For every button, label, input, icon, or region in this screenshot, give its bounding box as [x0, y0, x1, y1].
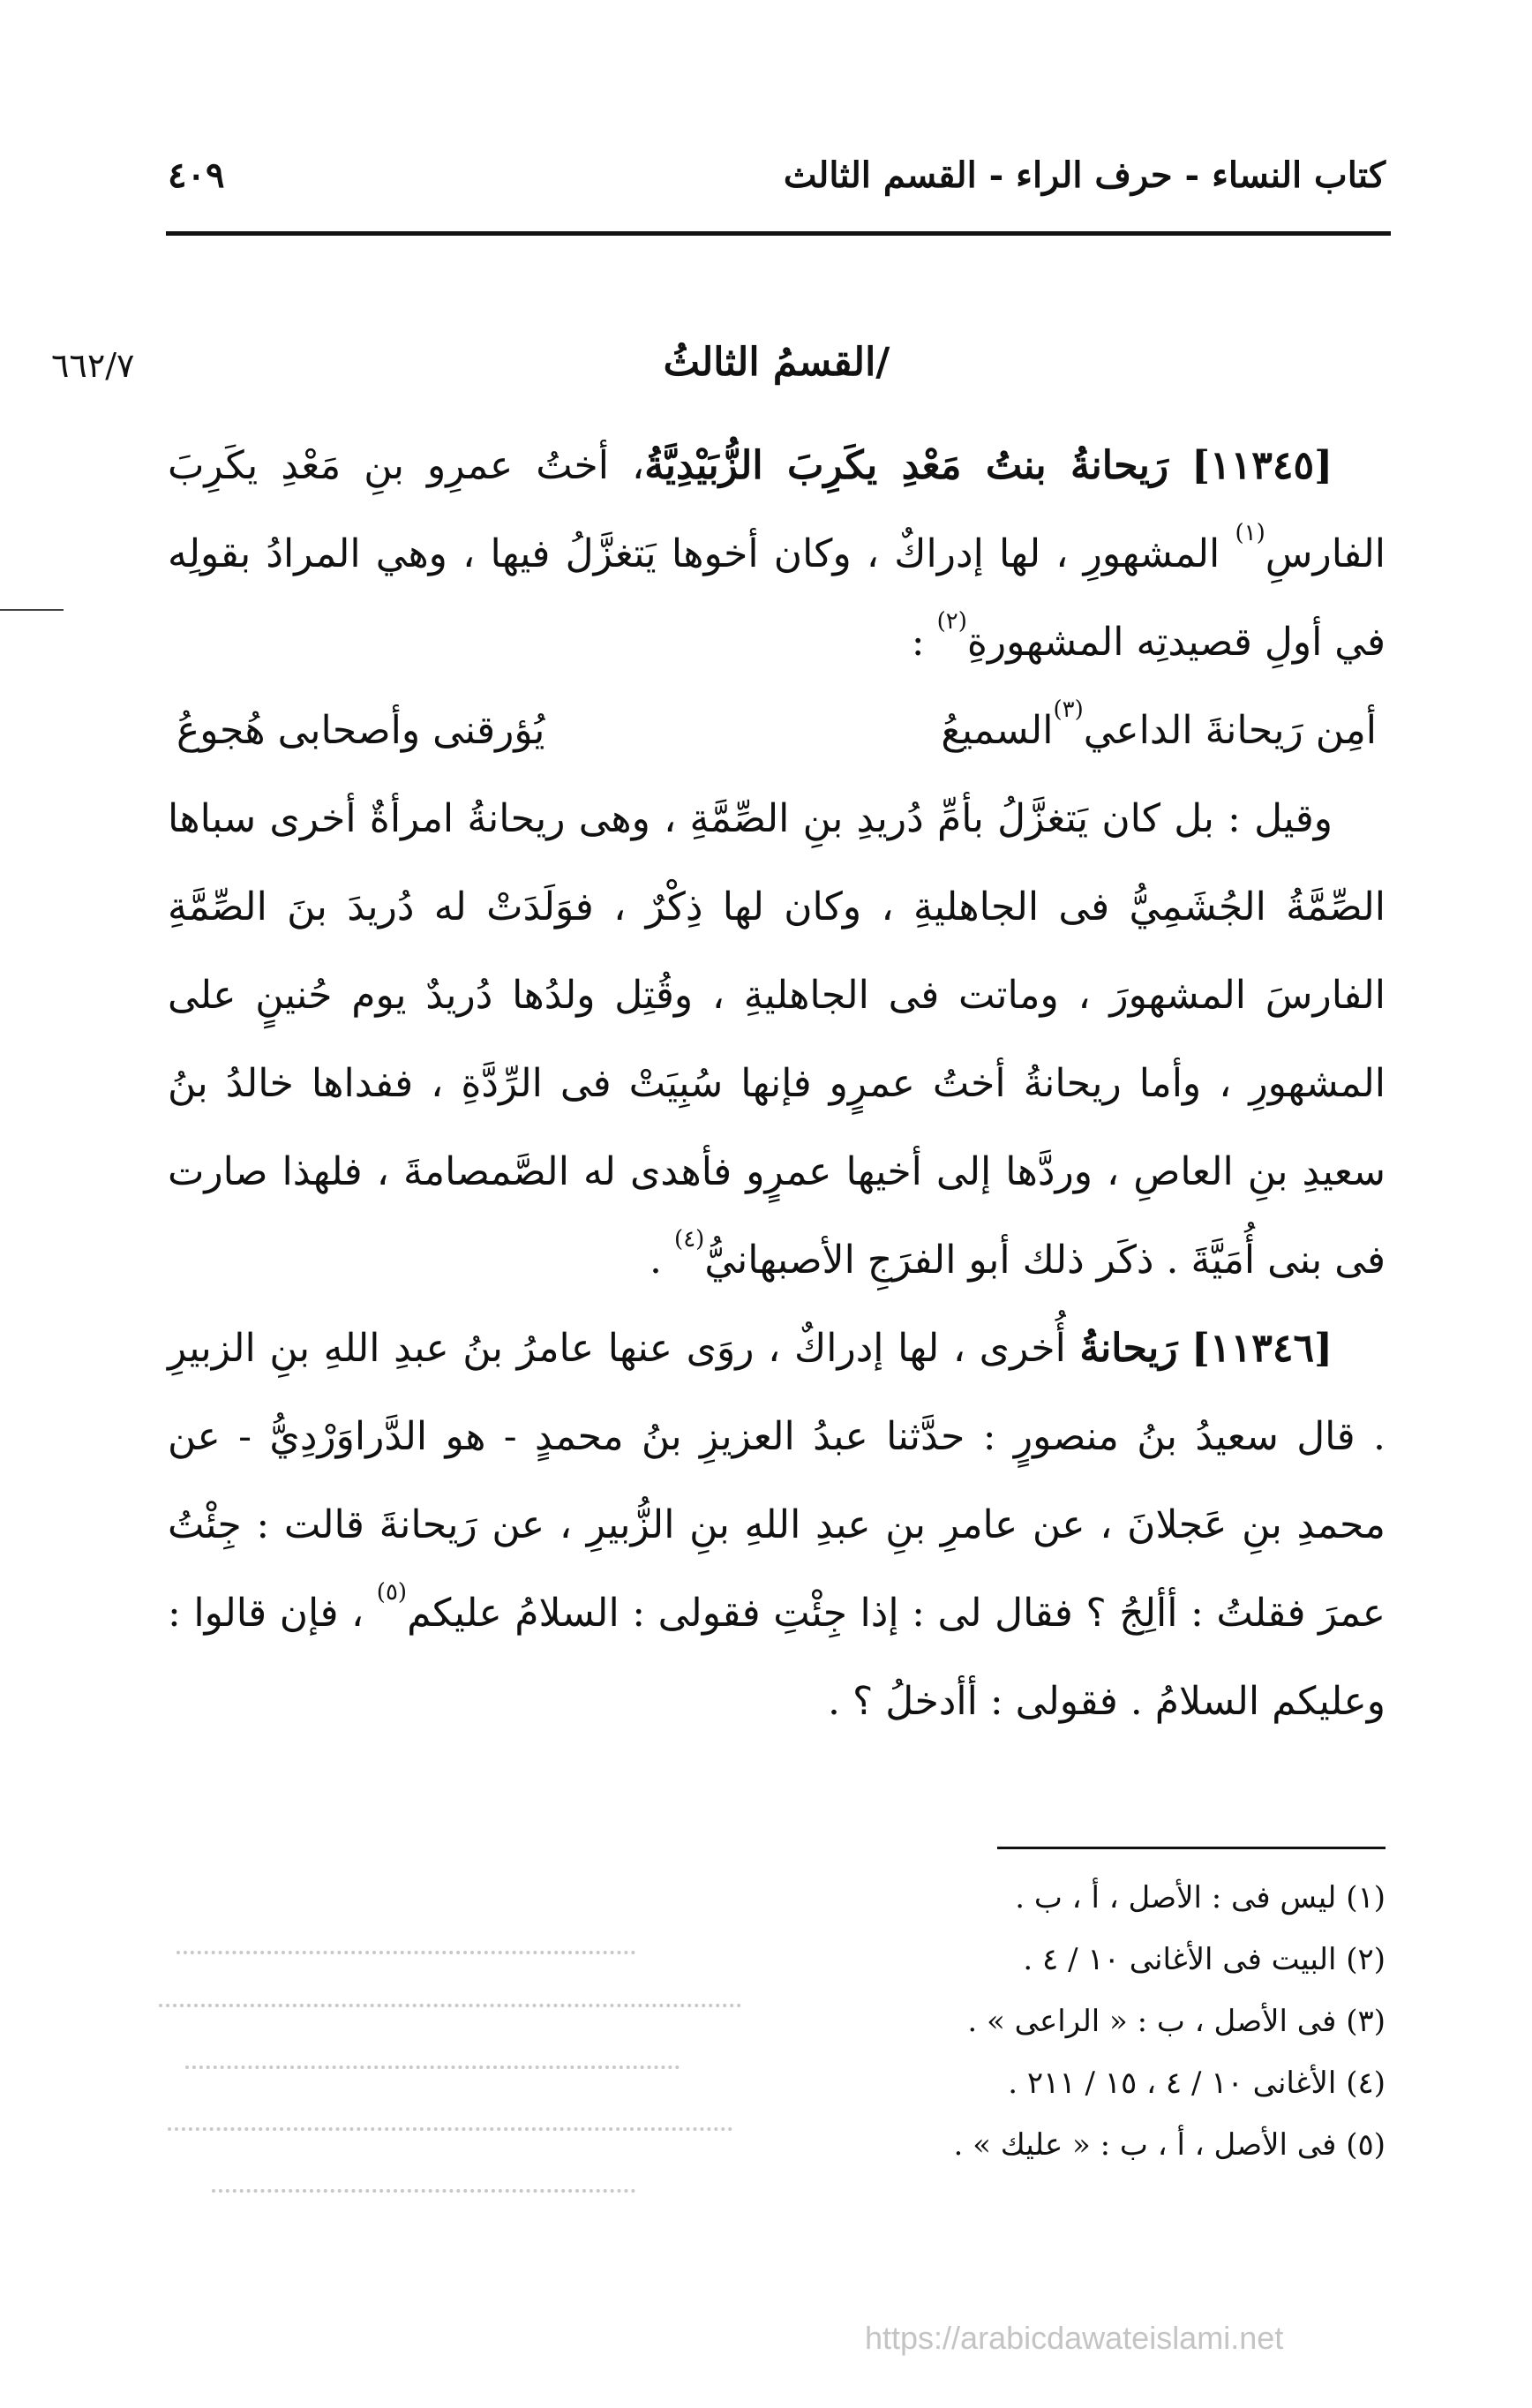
entry-name: رَيحانةُ بنتُ مَعْدِ يكَرِبَ الزُّبَيْدِيَّةُ — [644, 443, 1169, 488]
entry-11346 — [168, 1305, 1386, 1746]
watermark-url: https://arabicdawateislami.net — [865, 2320, 1284, 2356]
paragraph — [168, 775, 1386, 1305]
footnote-rule — [997, 1847, 1386, 1849]
entry-name: رَيحانةُ — [1079, 1326, 1178, 1371]
running-header — [168, 148, 1386, 201]
faded-line — [176, 1951, 635, 1963]
paragraph-text: . — [650, 1238, 675, 1283]
verse-text: أمِن رَيحانةَ الداعي — [1083, 708, 1377, 753]
page-number: ٤٠٩ — [168, 154, 225, 196]
section-title: /القسمُ الثالثُ — [663, 340, 890, 385]
margin-mark — [0, 609, 64, 611]
main-text — [168, 422, 1386, 1746]
verse-first-hemistich — [941, 687, 1377, 775]
entry-number: [١١٣٤٥] — [1191, 443, 1333, 488]
footnote: (٣) فى الأصل ، ب : « الراعى » . — [967, 2004, 1386, 2039]
poetry-verse — [168, 687, 1386, 775]
footnote: (٤) الأغانى ١٠ / ٤ ، ١٥ / ٢١١ . — [1008, 2066, 1386, 2101]
faded-bleedthrough — [159, 1933, 777, 2224]
entry-text: المشهورِ ، لها إدراكٌ ، وكان أخوها يَتغزَّلُ فيها ، وهي المرادُ بقولِه في أولِ قصيدتِه المشهورةِ — [168, 531, 1386, 665]
paragraph-text: وقيل : بل كان يَتغزَّلُ بأمِّ دُريدِ بنِ الصِّمَّةِ ، وهى ريحانةُ امرأةٌ أخرى سباها الصِّمَّةُ الجُشَمِيُّ فى الجاهليةِ ، وكان لها ذِكْرٌ ، فوَلَدَتْ له دُريدَ بنَ الصِّمَّةِ الفارسَ المشهورَ ، وماتت فى الجاهليةِ ، وقُتِل ولدُها دُريدٌ يوم حُنينٍ على المشهورِ ، وأما ريحانةُ أختُ عمرٍو فإنها سُبِيَتْ فى الرِّدَّةِ ، ففداها خالدُ بنُ سعيدِ بنِ العاصِ ، وردَّها إلى أخيها عمرٍو فأهدى له الصَّمصامةَ ، فلهذا صارت فى بنى أُمَيَّةَ . ذكَر ذلك أبو الفرَجِ الأصبهانيُّ — [168, 796, 1386, 1283]
entry-text: أُخرى ، لها إدراكٌ ، روَى عنها عامرُ بنُ عبدِ اللهِ بنِ الزبيرِ . قال سعيدُ بنُ منصورٍ : حدَّثنا عبدُ العزيزِ بنُ محمدٍ - هو الدَّراوَرْدِيُّ - عن محمدِ بنِ عَجلانَ ، عن عامرِ بنِ عبدِ اللهِ بنِ الزُّبيرِ ، عن رَيحانةَ قالت : جِئْتُ عمرَ فقلتُ : أألِجُ ؟ فقال لى : إذا جِئْتِ فقولى : السلامُ عليكم — [168, 1326, 1386, 1636]
footnote-ref-4: (٤) — [674, 1226, 705, 1253]
entry-text: ، فإن قالوا : وعليكم السلامُ . فقولى : أأدخلُ ؟ . — [168, 1591, 1386, 1724]
faded-line — [212, 2189, 635, 2201]
footnote-ref-2: (٢) — [936, 608, 967, 635]
entry-text: : — [911, 620, 937, 665]
footnote: (١) ليس فى : الأصل ، أ ، ب . — [1015, 1880, 1386, 1915]
faded-line — [185, 2066, 680, 2078]
footnote: (٥) فى الأصل ، أ ، ب : « عليك » . — [953, 2127, 1386, 2163]
faded-line — [159, 2004, 741, 2016]
verse-second-hemistich: يُؤرقنى وأصحابى هُجوعُ — [176, 708, 545, 753]
entry-text: ، أختُ عمرِو بنِ مَعْدِ يكَرِبَ الفارسِ — [168, 443, 1386, 576]
faded-line — [168, 2127, 732, 2140]
margin-reference: ٦٦٢/٧ — [51, 346, 135, 385]
entry-number: [١١٣٤٦] — [1191, 1326, 1333, 1371]
header-rule — [166, 231, 1391, 236]
footnote-ref-1: (١) — [1235, 520, 1265, 546]
footnote-ref-3: (٣) — [1053, 696, 1084, 723]
running-title: كتاب النساء - حرف الراء - القسم الثالث — [783, 154, 1386, 196]
verse-text: السميعُ — [941, 708, 1054, 753]
footnote-ref-5: (٥) — [376, 1579, 408, 1606]
footnote: (٢) البيت فى الأغانى ١٠ / ٤ . — [1023, 1942, 1386, 1977]
entry-11345 — [168, 422, 1386, 687]
